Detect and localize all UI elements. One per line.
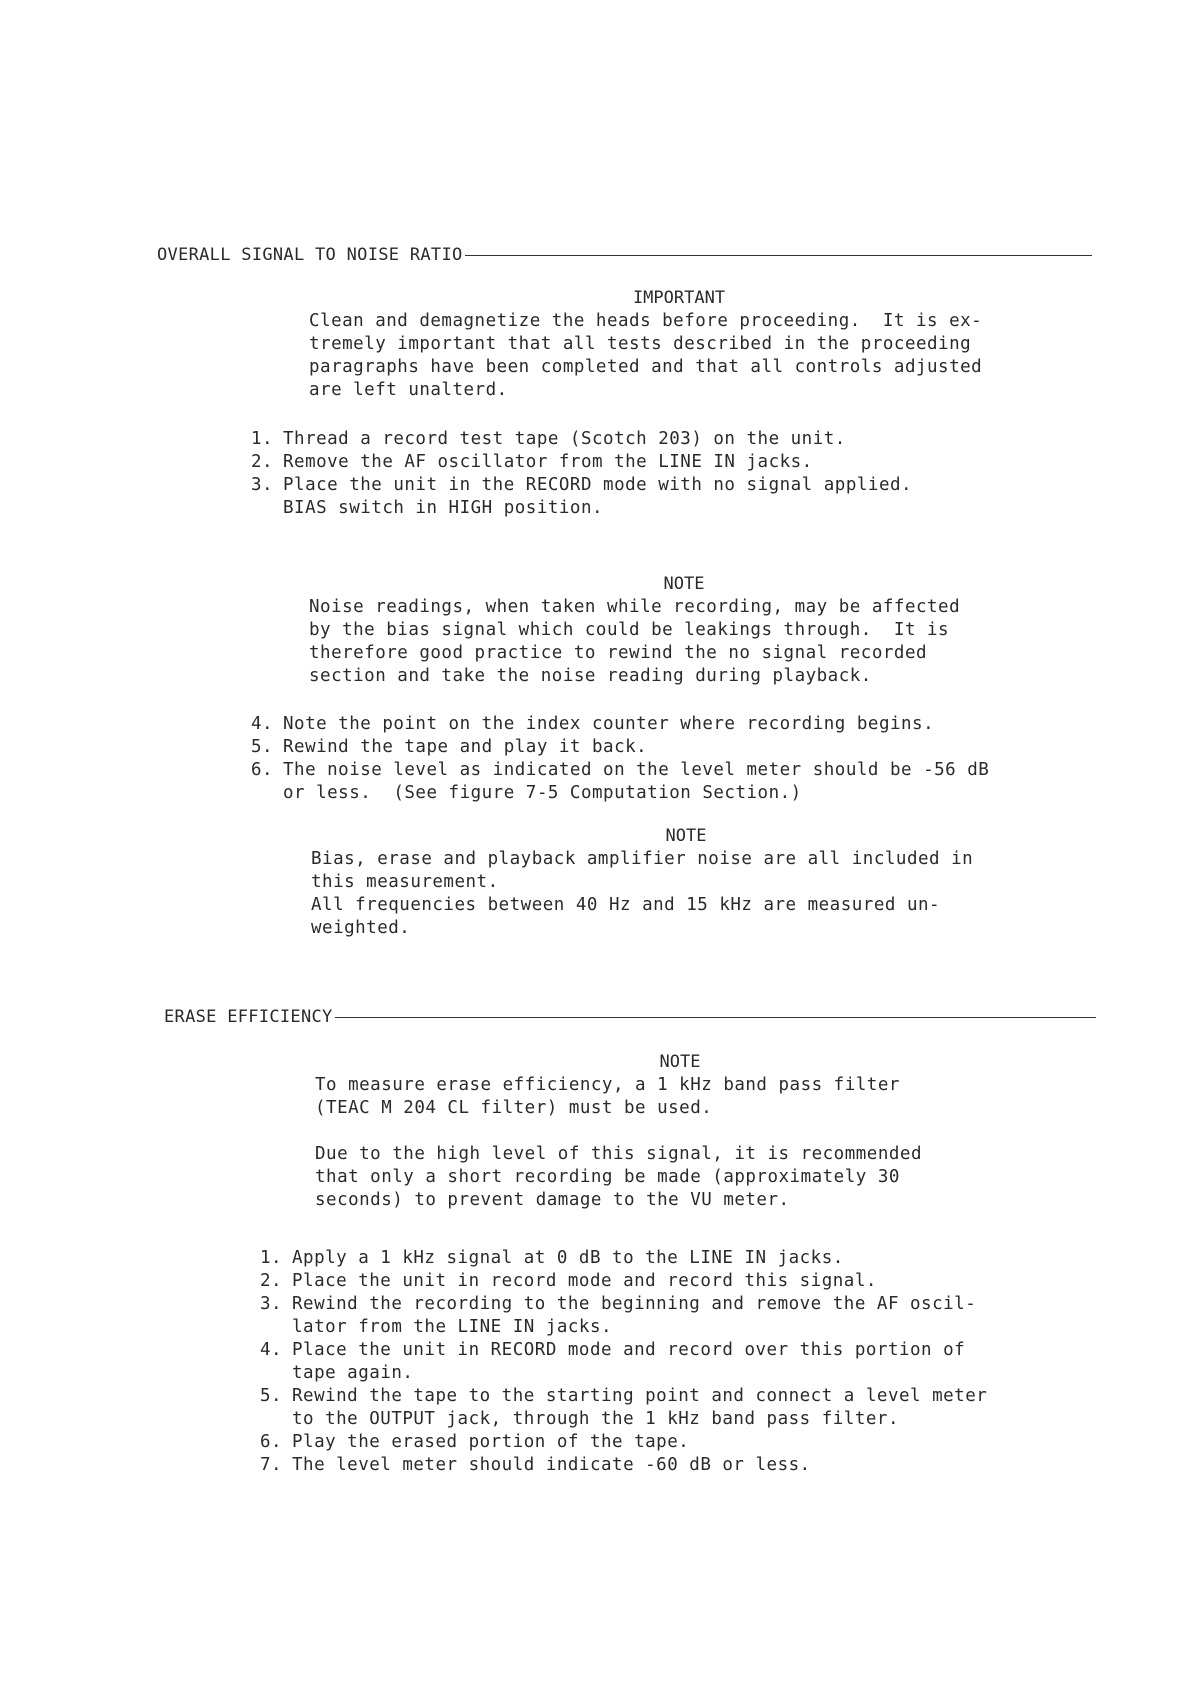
- step-number: 4.: [251, 714, 274, 734]
- step-number: 2.: [251, 452, 274, 472]
- important-title: IMPORTANT: [632, 288, 726, 308]
- list-item: [251, 736, 989, 759]
- list-item: [260, 1270, 987, 1293]
- steps-list-snr-b: [251, 713, 989, 805]
- step-number: 4.: [260, 1340, 283, 1360]
- note-line: All frequencies between 40 Hz and 15 kHz are measured un-: [311, 895, 941, 915]
- step-text: or less. (See figure 7-5 Computation Section.): [283, 783, 802, 803]
- note-line: [315, 1120, 1035, 1143]
- list-item: [260, 1247, 987, 1270]
- note-line: seconds) to prevent damage to the VU meter.: [315, 1190, 790, 1210]
- note-title: NOTE: [665, 826, 707, 846]
- steps-list-erase: [260, 1247, 987, 1477]
- step-text: Rewind the recording to the beginning and remove the AF oscil-: [292, 1294, 977, 1314]
- step-text: Thread a record test tape (Scotch 203) on the unit.: [283, 429, 846, 449]
- note-line: (TEAC M 204 CL filter) must be used.: [315, 1098, 713, 1118]
- important-block: [309, 288, 1029, 402]
- section-heading-text: OVERALL SIGNAL TO NOISE RATIO: [157, 245, 463, 265]
- important-line: tremely important that all tests described in the proceeding: [309, 334, 972, 354]
- section-heading-snr: [157, 245, 1092, 265]
- note-line: therefore good practice to rewind the no signal recorded: [309, 643, 928, 663]
- note-line: weighted.: [311, 918, 411, 938]
- step-number: 5.: [260, 1386, 283, 1406]
- step-text: Remove the AF oscillator from the LINE IN jacks.: [283, 452, 813, 472]
- list-item: [260, 1293, 987, 1339]
- step-number: 7.: [260, 1455, 283, 1475]
- note-block-noise: [309, 574, 1029, 688]
- step-number: 1.: [260, 1248, 283, 1268]
- step-text: Place the unit in record mode and record this signal.: [292, 1271, 877, 1291]
- note-line: section and take the noise reading during playback.: [309, 666, 872, 686]
- step-number: 5.: [251, 737, 274, 757]
- note-block-measurement: [311, 826, 1031, 940]
- section-heading-erase: [164, 1007, 1096, 1027]
- step-text: lator from the LINE IN jacks.: [292, 1317, 613, 1337]
- list-item: [260, 1339, 987, 1385]
- note-title: NOTE: [663, 574, 705, 594]
- heading-rule: [465, 255, 1092, 256]
- step-number: 1.: [251, 429, 274, 449]
- step-text: Place the unit in RECORD mode and record over this portion of: [292, 1340, 966, 1360]
- list-item: [260, 1431, 987, 1454]
- step-text: Place the unit in the RECORD mode with no signal applied.: [283, 475, 913, 495]
- note-line: Noise readings, when taken while recording, may be affected: [309, 597, 961, 617]
- list-item: [251, 759, 989, 805]
- steps-list-snr-a: [251, 428, 912, 520]
- note-line: To measure erase efficiency, a 1 kHz band pass filter: [315, 1075, 900, 1095]
- note-line: Bias, erase and playback amplifier noise are all included in: [311, 849, 974, 869]
- step-text: to the OUTPUT jack, through the 1 kHz band pass filter.: [292, 1409, 899, 1429]
- list-item: [260, 1385, 987, 1431]
- list-item: [260, 1454, 987, 1477]
- note-line: that only a short recording be made (approximately 30: [315, 1167, 900, 1187]
- step-text: tape again.: [292, 1363, 414, 1383]
- important-line: Clean and demagnetize the heads before proceeding. It is ex-: [309, 311, 983, 331]
- note-title: NOTE: [659, 1052, 701, 1072]
- step-number: 2.: [260, 1271, 283, 1291]
- step-text: The noise level as indicated on the level meter should be -56 dB: [283, 760, 990, 780]
- step-text: Rewind the tape to the starting point and connect a level meter: [292, 1386, 988, 1406]
- step-text: Rewind the tape and play it back.: [283, 737, 648, 757]
- step-number: 6.: [260, 1432, 283, 1452]
- list-item: [251, 451, 912, 474]
- note-block-erase: [315, 1052, 1035, 1212]
- note-line: by the bias signal which could be leakings through. It is: [309, 620, 950, 640]
- note-line: Due to the high level of this signal, it is recommended: [315, 1144, 922, 1164]
- step-number: 6.: [251, 760, 274, 780]
- important-line: paragraphs have been completed and that all controls adjusted: [309, 357, 983, 377]
- list-item: [251, 428, 912, 451]
- important-line: are left unalterd.: [309, 380, 508, 400]
- step-number: 3.: [251, 475, 274, 495]
- list-item: [251, 474, 912, 520]
- step-text: BIAS switch in HIGH position.: [283, 498, 604, 518]
- step-text: Apply a 1 kHz signal at 0 dB to the LINE IN jacks.: [292, 1248, 844, 1268]
- heading-rule: [335, 1017, 1096, 1018]
- step-text: The level meter should indicate -60 dB or less.: [292, 1455, 811, 1475]
- section-heading-text: ERASE EFFICIENCY: [164, 1007, 333, 1027]
- step-text: Note the point on the index counter where recording begins.: [283, 714, 935, 734]
- step-number: 3.: [260, 1294, 283, 1314]
- list-item: [251, 713, 989, 736]
- note-line: this measurement.: [311, 872, 499, 892]
- step-text: Play the erased portion of the tape.: [292, 1432, 690, 1452]
